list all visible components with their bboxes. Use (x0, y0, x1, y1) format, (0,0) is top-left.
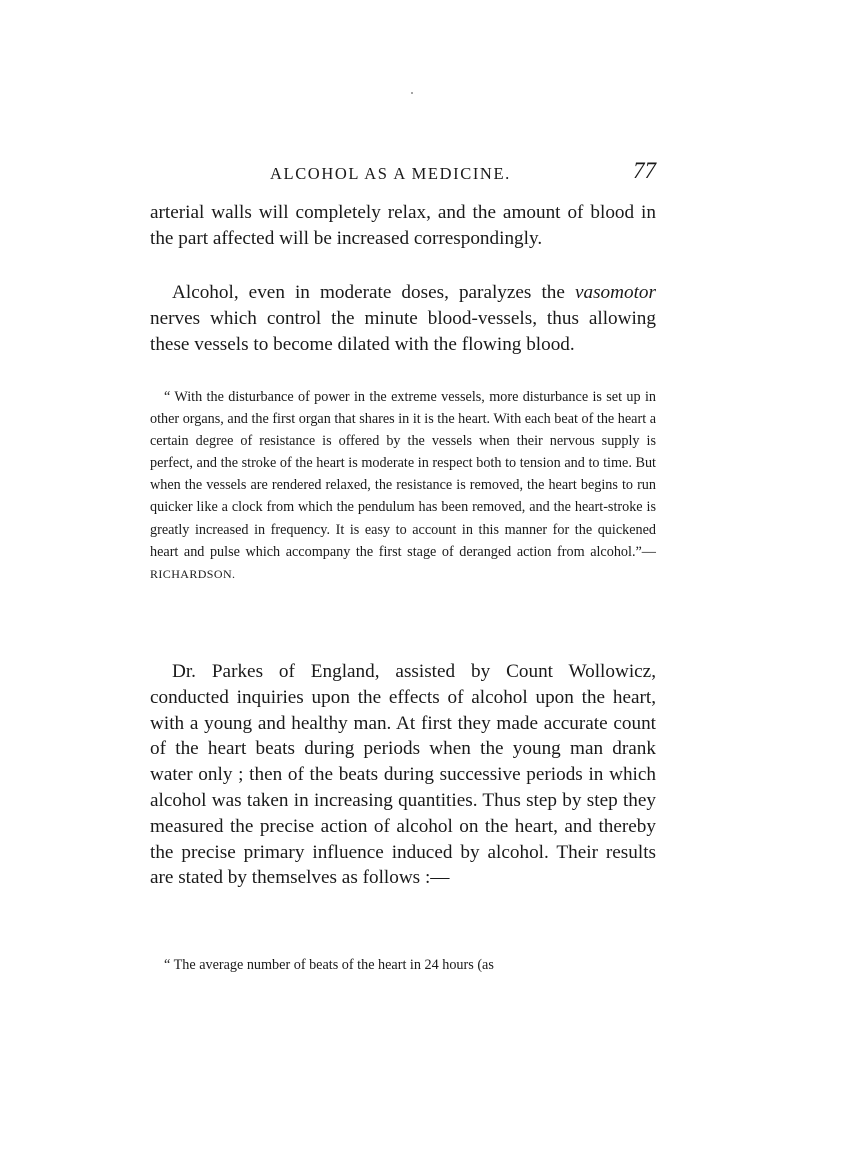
quotation-parkes (150, 954, 656, 976)
paragraph-lead: Alcohol, even in moderate doses, paralyzes the (172, 282, 575, 303)
paragraph-continuation (150, 200, 656, 252)
running-head (150, 158, 656, 188)
running-title: ALCOHOL AS A MEDICINE. (270, 164, 511, 183)
quotation-text (150, 386, 656, 585)
quotation-text: “ The average number of beats of the heart in 24 hours (as (164, 957, 494, 973)
quotation-author: RICHARDSON. (150, 566, 236, 581)
italic-term: vasomotor (574, 282, 656, 303)
paragraph-text: arterial walls will completely relax, and the amount of blood in the part affected will be increased correspondingly. (150, 202, 656, 249)
quotation-richardson (150, 386, 656, 585)
paragraph-rest: nerves which control the minute blood-vessels, thus allowing these vessels to become dilated with the flowing blood. (150, 307, 656, 355)
quotation-body: “ With the disturbance of power in the extreme vessels, more disturbance is set up in other organs, and the first organ that shares in it is the heart. With each beat of the heart a certain degree of resistance is offered by the vessels when their nervous supply is perfect, and the stroke of the heart is moderate in respect both to tension and to time. But when the vessels are rendered relaxed, the resistance is removed, the heart begins to run quicker like a clock from which the pendulum has been removed, and the heart-stroke is greatly increased in frequency. It is easy to account in this manner for the quickened heart and pulse which accompany the first stage of deranged action from alcohol.”— (150, 389, 656, 560)
page-speck (411, 92, 413, 94)
paragraph-text (150, 280, 656, 357)
paragraph-text: Dr. Parkes of England, assisted by Count Wollowicz, conducted inquiries upon the effects of alcohol upon the heart, with a young and healthy man. At first they made accurate count of the heart beats during periods when the young man drank water only ; then of the beats during successive periods in which alcohol was taken in increasing quantities. Thus step by step they measured the precise action of alcohol on the heart, and thereby the precise primary influence induced by alcohol. Their results are stated by themselves as follows :— (150, 661, 656, 889)
paragraph-vasomotor (150, 280, 656, 357)
paragraph-parkes (150, 659, 656, 891)
page-number: 77 (633, 158, 656, 183)
